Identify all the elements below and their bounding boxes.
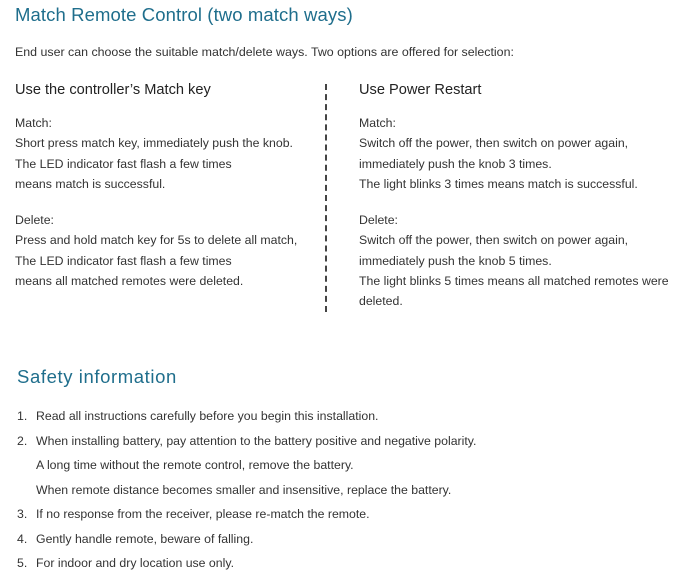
safety-item-text: If no response from the receiver, please re-match the remote. bbox=[36, 507, 370, 521]
right-delete-line: deleted. bbox=[359, 294, 403, 309]
left-delete-line: Press and hold match key for 5s to delete all match, bbox=[15, 233, 298, 248]
safety-item-number: 3. bbox=[17, 507, 28, 521]
right-column bbox=[359, 80, 689, 312]
left-match-block bbox=[15, 113, 325, 194]
right-match-line: The light blinks 3 times means match is successful. bbox=[359, 176, 638, 191]
safety-list bbox=[17, 404, 476, 576]
safety-item-number: 4. bbox=[17, 531, 28, 546]
right-heading: Use Power Restart bbox=[359, 82, 482, 98]
left-delete-line: The LED indicator fast flash a few times bbox=[15, 253, 232, 268]
safety-item-text: When installing battery, pay attention to the battery positive and negative polarity. bbox=[36, 433, 477, 448]
safety-item-subline: When remote distance becomes smaller and insensitive, replace the battery. bbox=[36, 482, 452, 497]
column-divider bbox=[325, 84, 327, 312]
right-delete-line: The light blinks 5 times means all matched remotes were bbox=[359, 274, 669, 289]
left-match-line: Short press match key, immediately push the knob. bbox=[15, 136, 293, 151]
right-match-line: immediately push the knob 3 times. bbox=[359, 156, 552, 171]
safety-item bbox=[17, 551, 476, 576]
safety-item-number: 2. bbox=[17, 433, 28, 448]
safety-item-text: Gently handle remote, beware of falling. bbox=[36, 531, 254, 546]
safety-item-text: For indoor and dry location use only. bbox=[36, 556, 234, 570]
left-match-line: means match is successful. bbox=[15, 176, 166, 191]
safety-item-number: 5. bbox=[17, 556, 28, 570]
intro-text: End user can choose the suitable match/delete ways. Two options are offered for selection: bbox=[15, 45, 514, 59]
right-delete-block bbox=[359, 210, 689, 311]
right-match-block bbox=[359, 113, 689, 194]
left-delete-line: means all matched remotes were deleted. bbox=[15, 274, 244, 289]
safety-item bbox=[17, 527, 476, 552]
page-title: Match Remote Control (two match ways) bbox=[15, 4, 353, 25]
safety-title: Safety information bbox=[17, 366, 177, 387]
safety-item-subline: A long time without the remote control, remove the battery. bbox=[36, 458, 354, 472]
right-match-label: Match: bbox=[359, 116, 396, 130]
right-delete-line: immediately push the knob 5 times. bbox=[359, 253, 552, 268]
safety-item-text: Read all instructions carefully before you begin this installation. bbox=[36, 409, 379, 423]
left-heading: Use the controller’s Match key bbox=[15, 82, 211, 98]
left-delete-block bbox=[15, 210, 325, 291]
left-column bbox=[15, 80, 325, 291]
right-delete-label: Delete: bbox=[359, 213, 398, 228]
safety-item bbox=[17, 404, 476, 429]
safety-item bbox=[17, 429, 476, 454]
left-match-label: Match: bbox=[15, 116, 52, 130]
left-match-line: The LED indicator fast flash a few times bbox=[15, 156, 232, 171]
safety-item bbox=[17, 502, 476, 527]
safety-item-number: 1. bbox=[17, 409, 28, 423]
right-delete-line: Switch off the power, then switch on power again, bbox=[359, 233, 629, 248]
left-delete-label: Delete: bbox=[15, 213, 54, 228]
right-match-line: Switch off the power, then switch on power again, bbox=[359, 136, 629, 151]
